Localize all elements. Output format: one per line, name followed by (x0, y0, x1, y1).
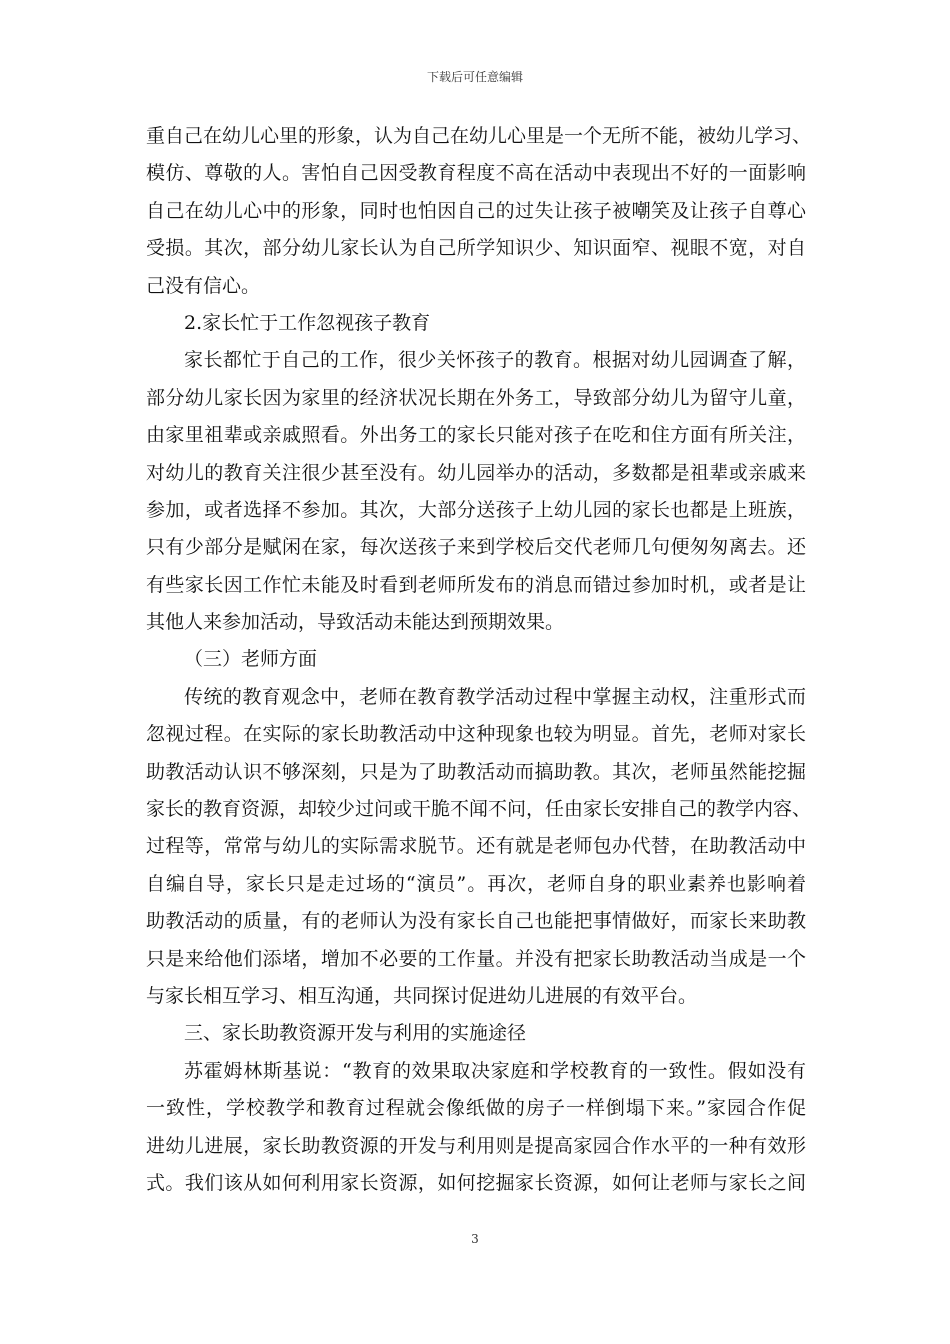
paragraph-line: 忽视过程。在实际的家长助教活动中这种现象也较为明显。首先，老师对家长 (146, 723, 806, 746)
paragraph-line: 与家长相互学习、相互沟通，共同探讨促进幼儿进展的有效平台。 (146, 984, 698, 1007)
document-body (146, 118, 812, 1202)
paragraph-line: 助教活动的质量，有的老师认为没有家长自己也能把事情做好，而家长来助教 (146, 910, 806, 933)
section-heading: （三）老师方面 (184, 648, 318, 671)
paragraph-line: 己没有信心。 (146, 274, 261, 297)
paragraph-line: 传统的教育观念中，老师在教育教学活动过程中掌握主动权，注重形式而 (184, 685, 806, 708)
paragraph-line: 模仿、尊敬的人。害怕自己因受教育程度不高在活动中表现出不好的一面影响 (146, 162, 806, 185)
paragraph-line: 受损。其次，部分幼儿家长认为自己所学知识少、知识面窄、视眼不宽，对自 (146, 237, 806, 260)
paragraph-line: 一致性，学校教学和教育过程就会像纸做的房子一样倒塌下来。”家园合作促 (146, 1097, 806, 1120)
paragraph-line: 式。我们该从如何利用家长资源，如何挖掘家长资源，如何让老师与家长之间 (146, 1171, 806, 1194)
section-heading: 三、家长助教资源开发与利用的实施途径 (184, 1022, 527, 1045)
paragraph-line: 家长的教育资源，却较少过问或干脆不闻不问，任由家长安排自己的教学内容、 (146, 798, 812, 821)
paragraph-line: 其他人来参加活动，导致活动未能达到预期效果。 (146, 611, 565, 634)
paragraph-line: 自己在幼儿心中的形象，同时也怕因自己的过失让孩子被嘲笑及让孩子自尊心 (146, 199, 806, 222)
paragraph-line: 过程等，常常与幼儿的实际需求脱节。还有就是老师包办代替，在助教活动中 (146, 835, 806, 858)
paragraph-line: 只是来给他们添堵，增加不必要的工作量。并没有把家长助教活动当成是一个 (146, 947, 806, 970)
paragraph-line: 家长都忙于自己的工作，很少关怀孩子的教育。根据对幼儿园调查了解， (184, 349, 806, 372)
page-header: 下载后可任意编辑 (426, 70, 523, 84)
paragraph-line: 部分幼儿家长因为家里的经济状况长期在外务工，导致部分幼儿为留守儿童， (146, 386, 806, 409)
paragraph-line: 有些家长因工作忙未能及时看到老师所发布的消息而错过参加时机，或者是让 (146, 573, 806, 596)
paragraph-line: 助教活动认识不够深刻，只是为了助教活动而搞助教。其次，老师虽然能挖掘 (146, 760, 806, 783)
paragraph-line: 苏霍姆林斯基说：“教育的效果取决家庭和学校教育的一致性。假如没有 (184, 1059, 806, 1082)
paragraph-line: 参加，或者选择不参加。其次，大部分送孩子上幼儿园的家长也都是上班族， (146, 498, 806, 521)
paragraph-line: 对幼儿的教育关注很少甚至没有。幼儿园举办的活动，多数都是祖辈或亲戚来 (146, 461, 806, 484)
page-number: 3 (471, 1232, 479, 1246)
paragraph-line: 重自己在幼儿心里的形象，认为自己在幼儿心里是一个无所不能，被幼儿学习、 (146, 125, 812, 147)
section-heading: 2.家长忙于工作忽视孩子教育 (184, 311, 431, 334)
paragraph-line: 只有少部分是赋闲在家，每次送孩子来到学校后交代老师几句便匆匆离去。还 (146, 536, 806, 559)
paragraph-line: 由家里祖辈或亲戚照看。外出务工的家长只能对孩子在吃和住方面有所关注， (146, 424, 806, 447)
paragraph-line: 进幼儿进展，家长助教资源的开发与利用则是提高家园合作水平的一种有效形 (146, 1134, 806, 1157)
paragraph-line: 自编自导，家长只是走过场的“演员”。再次，老师自身的职业素养也影响着 (146, 872, 806, 895)
